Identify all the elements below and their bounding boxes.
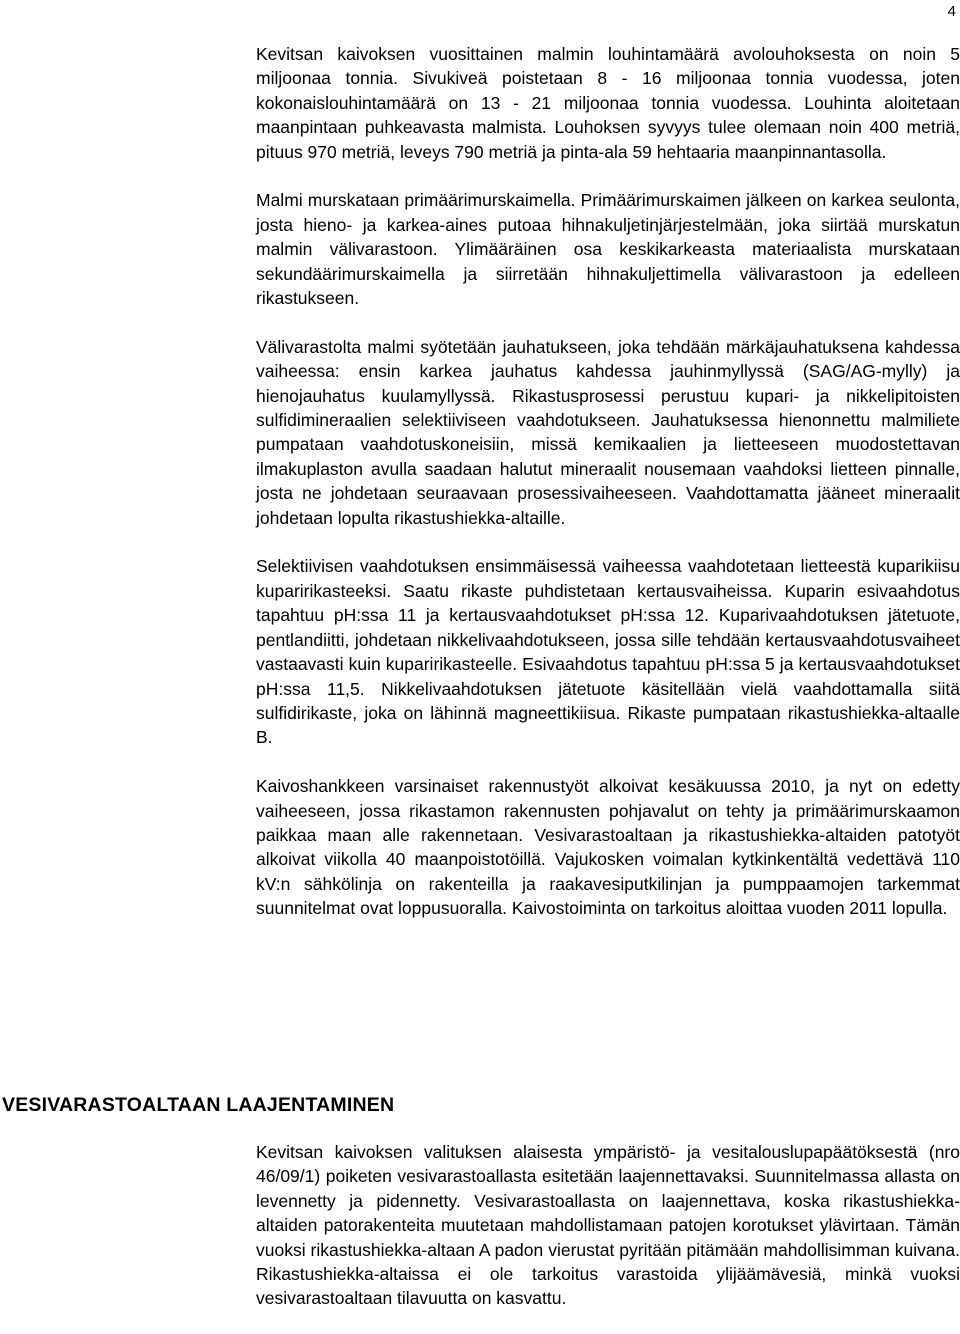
section-heading: VESIVARASTOALTAAN LAAJENTAMINEN [2,1094,395,1116]
paragraph-mining-volume: Kevitsan kaivoksen vuosittainen malmin louhintamäärä avolouhoksesta on noin 5 miljoonaa tonnia. Sivukiveä poistetaan 8 - 16 miljoonaa tonnia vuodessa, joten kokonaislouhintamäärä on 13 - 21 miljoonaa tonnia vuodessa. Louhinta aloitetaan maanpintaan puhkeavasta malmista. Louhoksen syvyys tulee olemaan noin 400 metriä, pituus 970 metriä, leveys 790 metriä ja pinta-ala 59 hehtaaria maanpinnantasolla. [256,44,960,162]
paragraph-construction-status: Kaivoshankkeen varsinaiset rakennustyöt alkoivat kesäkuussa 2010, ja nyt on edetty vaiheeseen, jossa rikastamon rakennusten pohjavalut on tehty ja primäärimurskaamon paikkaa maan alle rakennetaan. Vesivarastoaltaan ja rikastushiekka-altaiden patotyöt alkoivat viikolla 40 maanpoistotöillä. Vajukosken voimalan kytkinkentältä vedettävä 110 kV:n sähkölinja on rakenteilla ja raakavesiputkilinjan ja pumppaamojen tarkemmat suunnitelmat ovat loppusuoralla. Kaivostoiminta on tarkoitus aloittaa vuoden 2011 lopulla. [256,776,960,919]
paragraph-reservoir-expansion: Kevitsan kaivoksen valituksen alaisesta ympäristö- ja vesitalouslupapäätöksestä (nro 46/09/1) poiketen vesivarastoallasta esitetään laajennettavaksi. Suunnitelmassa allasta on levennetty ja pidennetty. Vesivarastoallasta on laajennettava, koska rikastushiekka-altaiden patorakenteita muutetaan mahdollistamaan patojen korotukset ylävirtaan. Tämän vuoksi rikastushiekka-altaan A padon vierustat pyritään pitämään mahdollisimman kuivana. Rikastushiekka-altaissa ei ole tarkoitus varastoida ylijäämävesiä, minkä vuoksi vesivarastoaltaan tilavuutta on kasvattu. [256,1142,960,1309]
paragraph-crushing: Malmi murskataan primäärimurskaimella. Primäärimurskaimen jälkeen on karkea seulonta, josta hieno- ja karkea-aines putoaa hihnakuljetinjärjestelmään, joka siirtää murskatun malmin välivarastoon. Ylimääräinen osa keskikarkeasta materiaalista murskataan sekundäärimurskaimella ja siirretään hihnakuljettimella välivarastoon ja edelleen rikastukseen. [256,190,960,309]
page-number: 4 [947,3,956,20]
section-body [256,1140,960,1311]
paragraph-grinding-flotation: Välivarastolta malmi syötetään jauhatukseen, joka tehdään märkäjauhatuksena kahdessa vaiheessa: ensin karkea jauhatus kahdessa jauhinmyllyssä (SAG/AG-mylly) ja hienojauhatus kuulamyllyssä. Rikastusprosessi perustuu kupari- ja nikkelipitoisten sulfidimineraalien selektiiviseen vaahdotukseen. Jauhatuksessa hienonnettu malmiliete pumpataan vaahdotuskoneisiin, missä kemikaalien ja lietteeseen muodostettavan ilmakuplaston avulla saadaan halutut mineraalit nousemaan vaahdoksi lietteen pinnalle, josta ne johdetaan seuraavaan prosessivaiheeseen. Vaahdottamatta jääneet mineraalit johdetaan lopulta rikastushiekka-altaille. [256,336,960,528]
paragraph-selective-flotation: Selektiivisen vaahdotuksen ensimmäisessä vaiheessa vaahdotetaan lietteestä kuparikiisu kuparirikasteeksi. Saatu rikaste puhdistetaan kertausvaiheissa. Kuparin esivaahdotus tapahtuu pH:ssa 11 ja kertausvaahdotukset pH:ssa 12. Kuparivaahdotuksen jätetuote, pentlandiitti, johdetaan nikkelivaahdotukseen, jossa sille tehdään kertausvaahdotusvaiheet vastaavasti kuin kuparirikasteelle. Esivaahdotus tapahtuu pH:ssa 5 ja kertausvaahdotukset pH:ssa 11,5. Nikkelivaahdotuksen jätetuote käsitellään vielä vaahdottamalla siitä sulfidirikaste, joka on lähinnä magneettikiisua. Rikaste pumpataan rikastushiekka-altaalle B. [256,556,960,748]
body-text [256,42,960,921]
